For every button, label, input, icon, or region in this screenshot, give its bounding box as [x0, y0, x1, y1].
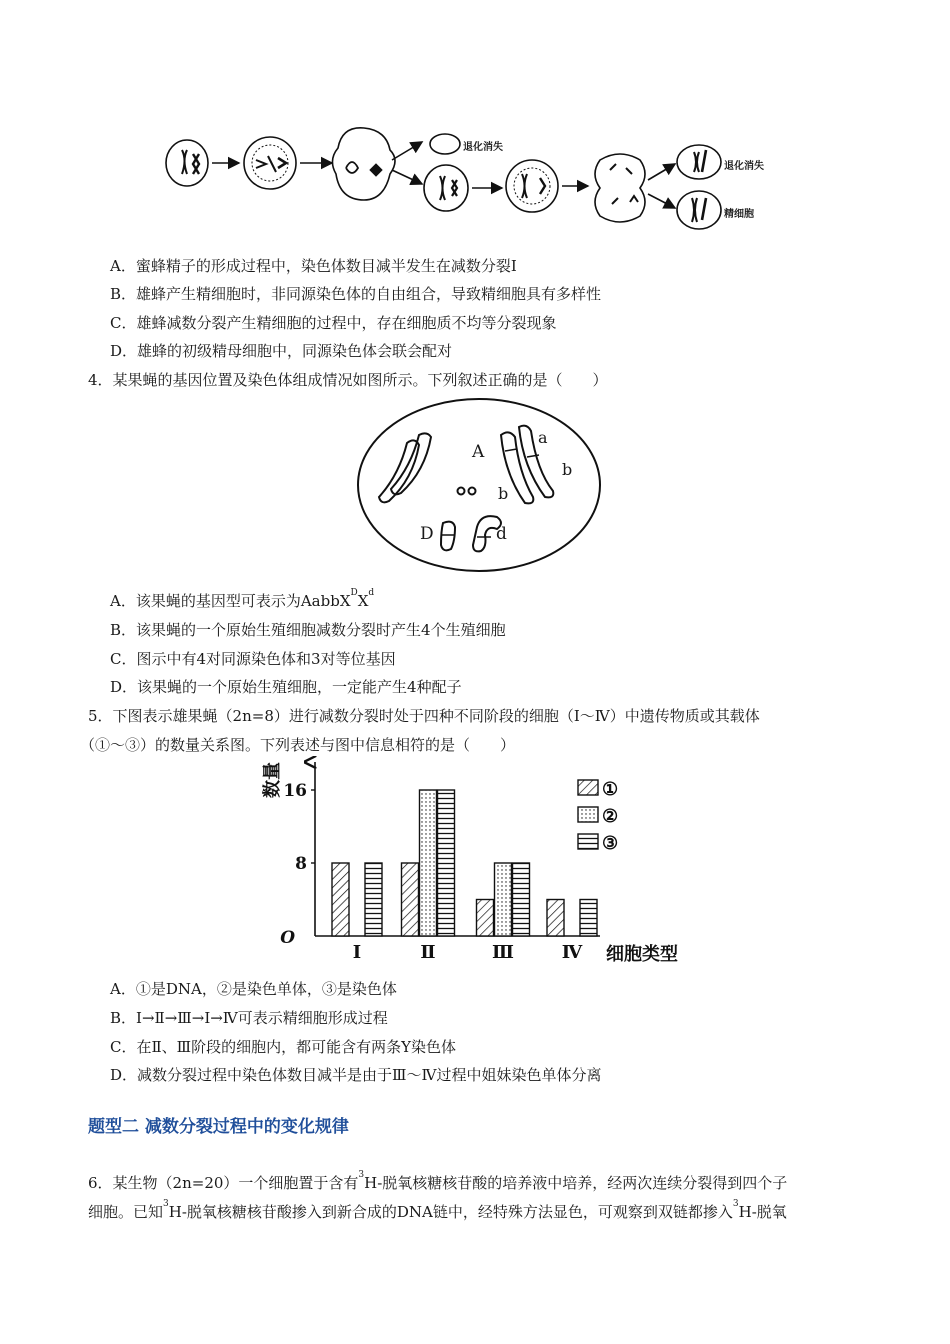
q4-option-a: A．该果蝇的基因型可表示为$AabbX^DX^d$ [110, 588, 375, 610]
bar [580, 900, 597, 937]
legend-label: ③ [602, 833, 619, 854]
q4-option-d: D．该果蝇的一个原始生殖细胞，一定能产生4种配子 [110, 678, 462, 696]
gene-label-d: d [496, 524, 507, 544]
gene-label-D: D [420, 524, 434, 544]
x-category-label: Ⅲ [492, 942, 514, 963]
q4-option-b: B．该果蝇的一个原始生殖细胞减数分裂时产生4个生殖细胞 [110, 621, 506, 639]
q4-option-c: C．图示中有4对同源染色体和3对等位基因 [110, 650, 396, 668]
degenerate-label-1: 退化消失 [463, 142, 503, 153]
legend-label: ② [602, 806, 619, 827]
q3-option-b: B．雄蜂产生精细胞时，非同源染色体的自由组合，导致精细胞具有多样性 [110, 285, 602, 303]
q5-option-d: D．减数分裂过程中染色体数目减半是由于Ⅲ～Ⅳ过程中姐妹染色单体分离 [110, 1066, 602, 1084]
fruit-fly-chromosome-figure [355, 395, 605, 575]
x-category-label: Ⅱ [420, 942, 436, 963]
q5-option-b: B．Ⅰ→Ⅱ→Ⅲ→Ⅰ→Ⅳ可表示精细胞形成过程 [110, 1009, 388, 1027]
q3-option-a: A．蜜蜂精子的形成过程中，染色体数目减半发生在减数分裂Ⅰ [110, 257, 517, 275]
q6-line1: 6．某生物（2n=20）一个细胞置于含有$^3$H-脱氧核糖核苷酸的培养液中培养，经两次连续分裂得到四个子 [88, 1170, 788, 1192]
section-title: 题型二 减数分裂过程中的变化规律 [88, 1117, 349, 1137]
legend-label: ① [602, 779, 619, 800]
bar [513, 863, 530, 936]
legend-swatch [578, 780, 598, 795]
q5-stem-line2: （①～③）的数量关系图。下列表述与图中信息相符的是（ ） [80, 736, 516, 754]
bar [438, 790, 455, 936]
gene-label-A: A [472, 442, 485, 462]
x-category-label: Ⅳ [561, 942, 583, 963]
y-origin-label: O [280, 928, 295, 948]
q3-option-d: D．雄蜂的初级精母细胞中，同源染色体会联会配对 [110, 342, 453, 360]
q4-stem: 4．某果蝇的基因位置及染色体组成情况如图所示。下列叙述正确的是（ ） [88, 371, 608, 389]
bar [420, 790, 437, 936]
q5-stem-line1: 5．下图表示雄果蝇（2n=8）进行减数分裂时处于四种不同阶段的细胞（Ⅰ～Ⅳ）中遗传物质或其载体 [88, 707, 760, 725]
bar [495, 863, 512, 936]
y-tick-label: 16 [283, 781, 307, 801]
q6-line2: 细胞。已知$^3$H-脱氧核糖核苷酸掺入到新合成的DNA链中，经特殊方法显色，可观察到双链都掺入$^3$H-脱氧 [88, 1199, 787, 1221]
bar [477, 900, 494, 937]
sperm-cell-label: 精细胞 [724, 209, 754, 220]
q5-option-c: C．在Ⅱ、Ⅲ阶段的细胞内，都可能含有两条Y染色体 [110, 1038, 457, 1056]
legend-swatch [578, 807, 598, 822]
gene-label-b-center: b [498, 484, 509, 503]
x-axis-title: 细胞类型 [606, 944, 678, 965]
bar-chart [260, 756, 700, 968]
bar [547, 900, 564, 937]
y-tick-label: 8 [295, 854, 307, 874]
legend-swatch [578, 834, 598, 849]
y-axis-title: 数量 [262, 762, 283, 798]
q3-option-c: C．雄蜂减数分裂产生精细胞的过程中，存在细胞质不均等分裂现象 [110, 314, 557, 332]
gene-label-b-right: b [562, 460, 573, 479]
bar [402, 863, 419, 936]
q5-option-a: A．①是DNA，②是染色单体，③是染色体 [110, 980, 397, 998]
x-category-label: Ⅰ [352, 942, 362, 963]
bar [365, 863, 382, 936]
bar [332, 863, 349, 936]
gene-label-a: a [538, 428, 548, 447]
degenerate-label-2: 退化消失 [724, 161, 764, 172]
